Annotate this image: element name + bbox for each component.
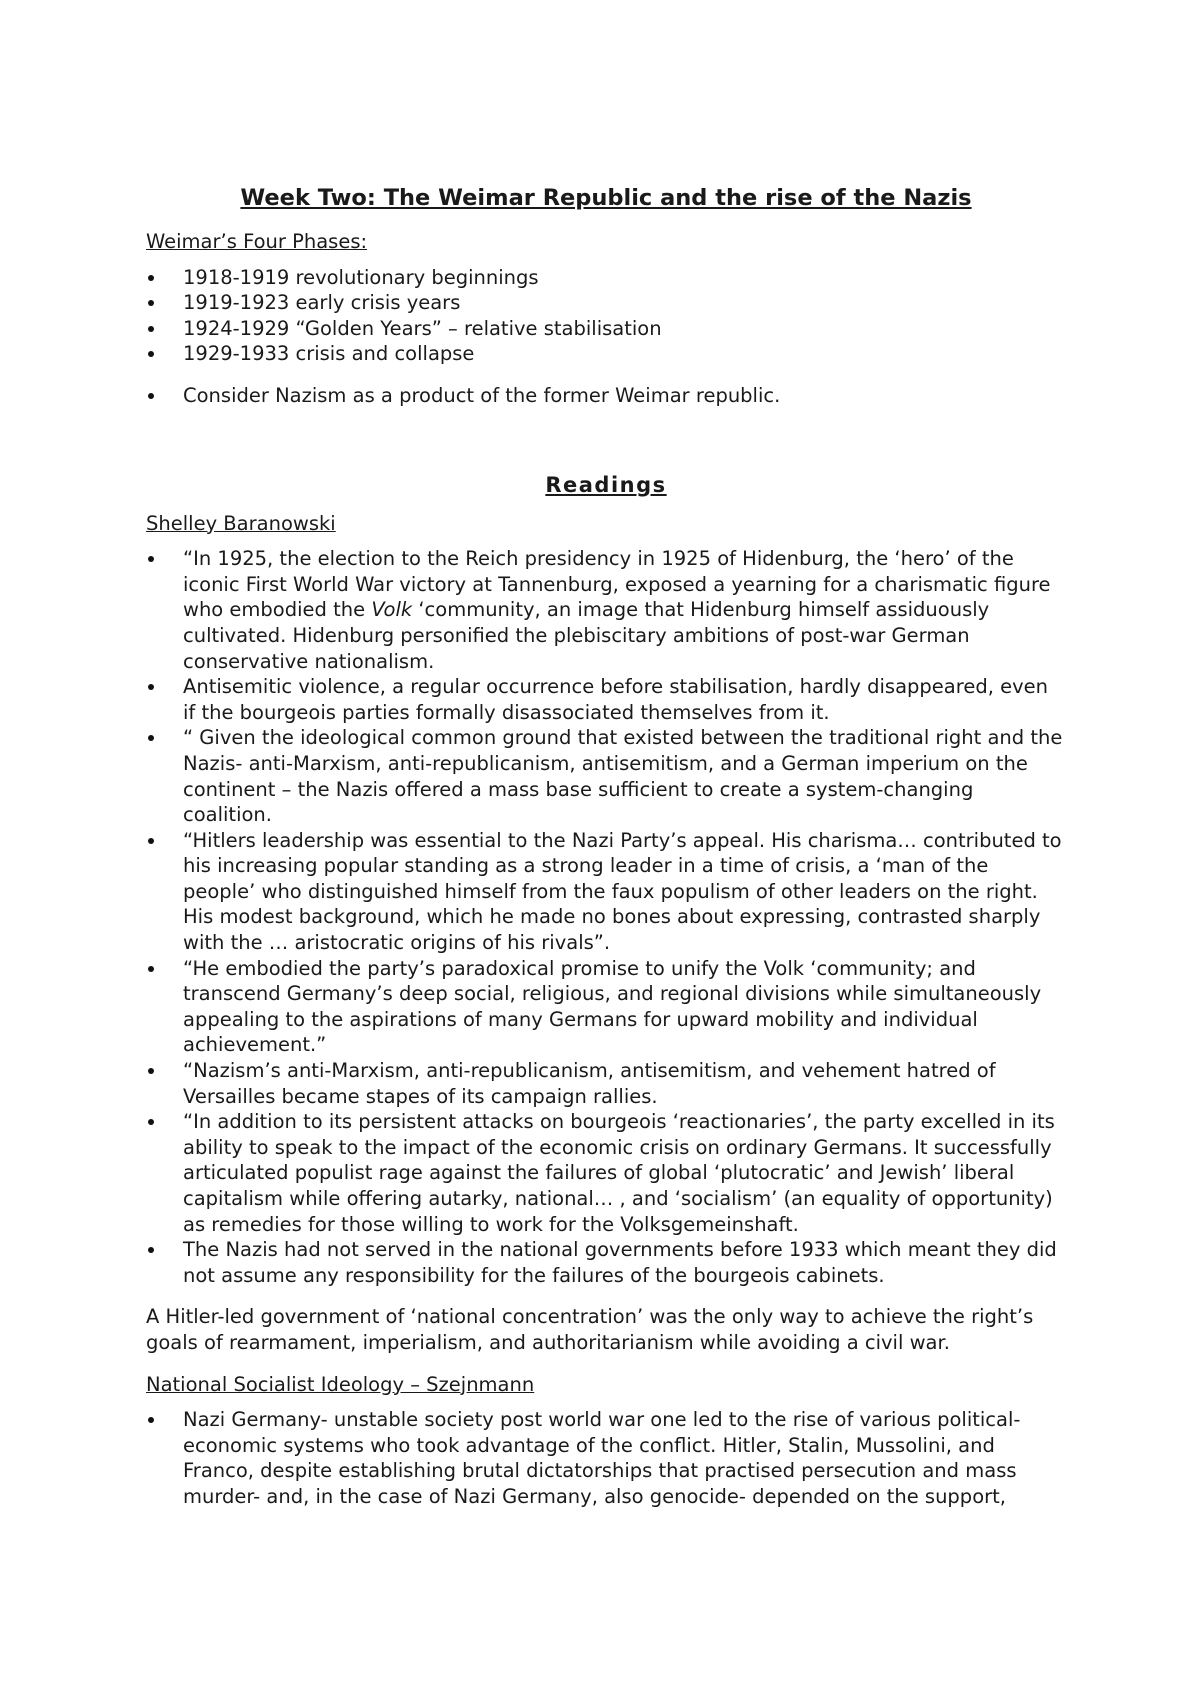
list-item: 1919-1923 early crisis years [146,290,1066,316]
szejnmann-list [146,1407,1066,1509]
list-item: “Hitlers leadership was essential to the Nazi Party’s appeal. His charisma… contributed to his increasing popular standing as a strong leader in a time of crisis, a ‘man of the people’ who distinguished himself from the faux populism of other leaders on the right. His modest background, which he made no bones about expressing, contrasted sharply with the … aristocratic origins of his rivals”. [146,828,1066,956]
conclusion-paragraph: A Hitler-led government of ‘national concentration’ was the only way to achieve the right’s goals of rearmament, imperialism, and authoritarianism while avoiding a civil war. [146,1305,1034,1354]
bullet-icon [148,556,154,562]
document-title: Week Two: The Weimar Republic and the rise of the Nazis [240,185,972,211]
list-item: The Nazis had not served in the national governments before 1933 which meant they did not assume any responsibility for the failures of the bourgeois cabinets. [146,1237,1066,1288]
list-item: Antisemitic violence, a regular occurrence before stabilisation, hardly disappeared, even if the bourgeois parties formally disassociated themselves from it. [146,674,1066,725]
phases-heading: Weimar’s Four Phases: [146,230,368,253]
bullet-icon [148,300,154,306]
bullet-icon [148,393,154,399]
bullet-icon [148,1417,154,1423]
phases-list [146,265,1066,367]
szejnmann-heading: National Socialist Ideology – Szejnmann [146,1372,535,1396]
document-page [146,183,1066,1510]
bullet-icon [148,1119,154,1125]
bullet-icon [148,838,154,844]
bullet-icon [148,1247,154,1253]
list-item: “Nazism’s anti-Marxism, anti-republicanism, antisemitism, and vehement hatred of Versailles became stapes of its campaign rallies. [146,1058,1066,1109]
list-item: “He embodied the party’s paradoxical promise to unify the Volk ‘community; and transcend Germany’s deep social, religious, and regional divisions while simultaneously appealing to the aspirations of many Germans for upward mobility and individual achievement.” [146,956,1066,1058]
list-item: Nazi Germany- unstable society post world war one led to the rise of various political-economic systems who took advantage of the conflict. Hitler, Stalin, Mussolini, and Franco, despite establishing brutal dictatorships that practised persecution and mass murder- and, in the case of Nazi Germany, also genocide- depended on the support, [146,1407,1066,1509]
bullet-icon [148,735,154,741]
bullet-icon [148,326,154,332]
bullet-icon [148,351,154,357]
bullet-icon [148,966,154,972]
bullet-icon [148,684,154,690]
list-item: “ Given the ideological common ground that existed between the traditional right and the Nazis- anti-Marxism, anti-republicanism, antisemitism, and a German imperium on the continent – the Nazis offered a mass base sufficient to create a system-changing coalition. [146,725,1066,827]
bullet-icon [148,1068,154,1074]
readings-heading: Readings [545,472,667,497]
bullet-icon [148,275,154,281]
baranowski-heading: Shelley Baranowski [146,511,336,535]
list-item: Consider Nazism as a product of the former Weimar republic. [146,383,1066,409]
list-item: 1918-1919 revolutionary beginnings [146,265,1066,291]
list-item: “In 1925, the election to the Reich presidency in 1925 of Hidenburg, the ‘hero’ of the iconic First World War victory at Tannenburg, exposed a yearning for a charismatic figure who embodied the Volk ‘community, an image that Hidenburg himself assiduously cultivated. Hidenburg personified the plebiscitary ambitions of post-war German conservative nationalism. [146,546,1066,674]
consider-list [146,383,1066,409]
list-item: “In addition to its persistent attacks on bourgeois ‘reactionaries’, the party excelled in its ability to speak to the impact of the economic crisis on ordinary Germans. It successfully articulated populist rage against the failures of global ‘plutocratic’ and Jewish’ liberal capitalism while offering autarky, national… , and ‘socialism’ (an equality of opportunity) as remedies for those willing to work for the Volksgemeinshaft. [146,1109,1066,1237]
list-item: 1924-1929 “Golden Years” – relative stabilisation [146,316,1066,342]
baranowski-list [146,546,1066,1288]
list-item: 1929-1933 crisis and collapse [146,341,1066,367]
